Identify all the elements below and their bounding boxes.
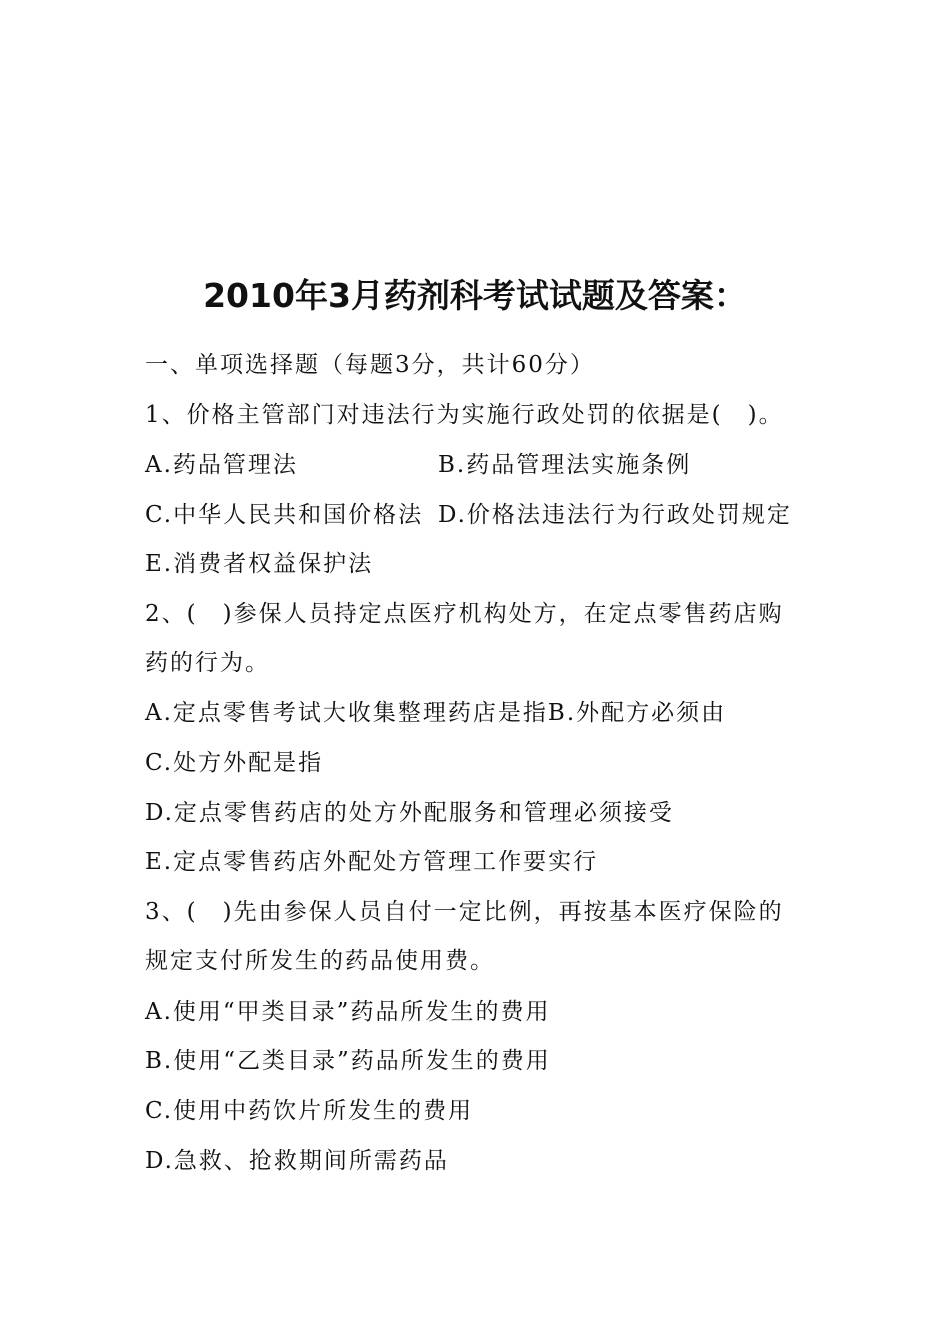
question-1-option-b: B.药品管理法实施条例	[438, 452, 692, 478]
document-title: 2010年3月药剂科考试试题及答案：	[203, 276, 747, 315]
question-1-option-a: A.药品管理法	[145, 452, 298, 478]
question-2-option-a: A.定点零售考试大收集整理药店是指B.外配方必须由	[145, 700, 727, 726]
question-2-option-d: D.定点零售药店的处方外配服务和管理必须接受	[145, 800, 674, 826]
question-3-stem-line-2: 规定支付所发生的药品使用费。	[145, 948, 495, 974]
question-1-stem: 1、价格主管部门对违法行为实施行政处罚的依据是( )。	[145, 402, 784, 428]
question-3-option-a: A.使用“甲类目录”药品所发生的费用	[145, 999, 551, 1025]
section-heading: 一、单项选择题（每题3分，共计60分）	[145, 352, 595, 378]
question-2-stem-line-1: 2、( )参保人员持定点医疗机构处方，在定点零售药店购	[145, 601, 784, 627]
question-1-option-c: C.中华人民共和国价格法	[145, 502, 424, 528]
question-1-option-e: E.消费者权益保护法	[145, 551, 374, 577]
question-2-stem-line-2: 药的行为。	[145, 650, 270, 676]
question-1-option-d: D.价格法违法行为行政处罚规定	[438, 502, 792, 528]
question-2-option-e: E.定点零售药店外配处方管理工作要实行	[145, 849, 599, 875]
question-2-option-c: C.处方外配是指	[145, 750, 324, 776]
question-3-option-c: C.使用中药饮片所发生的费用	[145, 1098, 474, 1124]
question-3-option-b: B.使用“乙类目录”药品所发生的费用	[145, 1048, 551, 1074]
question-3-stem-line-1: 3、( )先由参保人员自付一定比例，再按基本医疗保险的	[145, 899, 784, 925]
question-3-option-d: D.急救、抢救期间所需药品	[145, 1148, 449, 1174]
